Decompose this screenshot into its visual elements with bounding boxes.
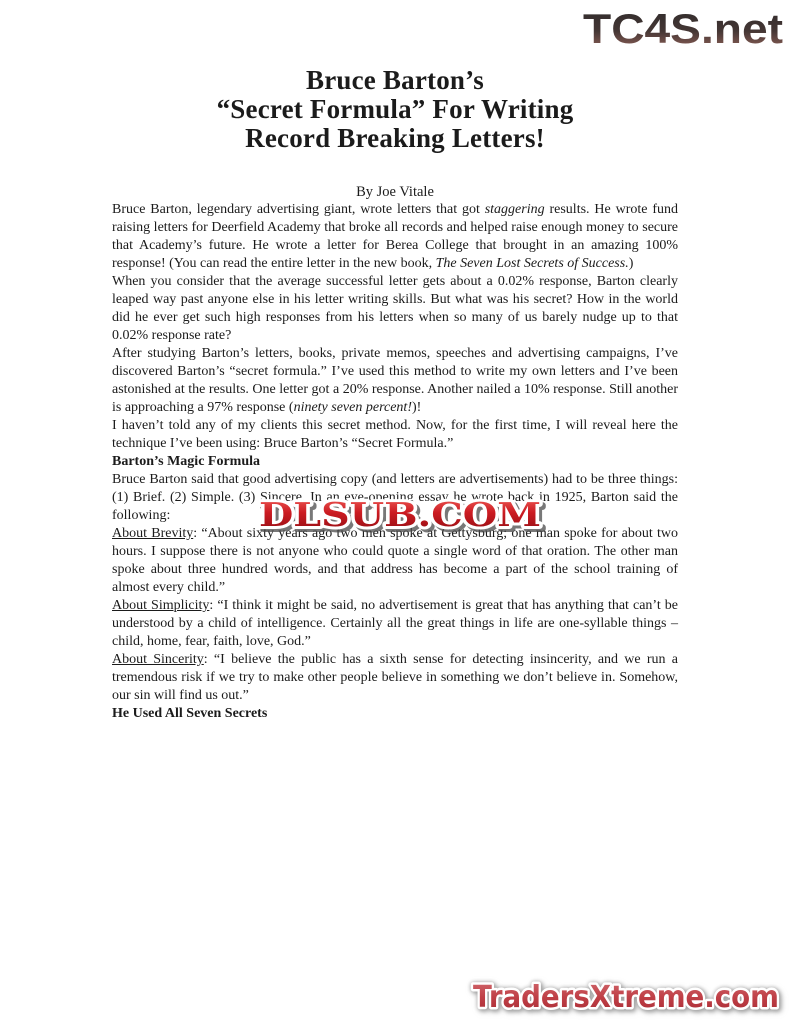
dlsub-watermark-logo <box>249 490 551 543</box>
byline: By Joe Vitale <box>356 184 434 200</box>
dlsub-logo-graphic <box>249 490 551 538</box>
section-heading-magic-formula: Barton’s Magic Formula <box>112 454 261 469</box>
tradersxtreme-logo-graphic <box>464 976 788 1020</box>
title-line-3: Record Breaking Letters! <box>245 123 545 153</box>
section-heading-seven-secrets: He Used All Seven Secrets <box>112 706 268 721</box>
document-body <box>112 0 678 723</box>
paragraph-barton-intro: Bruce Barton, legendary advertising giant, wrote letters that got staggering results. He wrote fund raising letters for Deerfield Academy that broke all records and helped raise enough money to secure that Academy’s future. He wrote a letter for Berea College that brought in an amazing 100% response! (You can read the entire letter in the new book, The Seven Lost Secrets of Success.) <box>112 202 678 271</box>
paragraph-about-brevity: About Brevity: “About sixty years ago two men spoke at Gettysburg; one man spoke for about two hours. I suppose there is not anyone who could quote a single word of that oration. The other man spoke about three hundred words, and that address has become a part of the school training of almost every child.” <box>112 526 678 595</box>
paragraph-reveal: I haven’t told any of my clients this secret method. Now, for the first time, I will reveal here the technique I’ve been using: Bruce Barton’s “Secret Formula.” <box>112 418 678 451</box>
tradersxtreme-watermark-text: TradersXtreme.com <box>473 980 779 1015</box>
document-title <box>112 66 678 153</box>
title-line-2: “Secret Formula” For Writing <box>216 94 574 124</box>
paragraph-three-things: Bruce Barton said that good advertising copy (and letters are advertisements) had to be three things: (1) Brief. (2) Simple. (3) Sincere. In an eye-opening essay he wrote back in 1925, Barton said the following: <box>112 472 678 523</box>
dlsub-watermark-text: DLSUB.COM <box>259 495 541 534</box>
title-line-1: Bruce Barton’s <box>305 65 485 95</box>
tc4s-watermark-text: TC4S.net <box>583 5 784 52</box>
tradersxtreme-watermark-logo <box>464 976 788 1024</box>
paragraph-about-sincerity: About Sincerity: “I believe the public has a sixth sense for detecting insincerity, and we run a tremendous risk if we try to make other people believe in something we don’t believe in. Somehow, our sin will find us out.” <box>112 652 678 703</box>
paragraph-about-simplicity: About Simplicity: “I think it might be said, no advertisement is great that has anything that can’t be understood by a child of intelligence. Certainly all the great things in life are one-syllable things – child, home, fear, faith, love, God.” <box>112 598 679 649</box>
paragraph-response-comparison: When you consider that the average successful letter gets about a 0.02% response, Barton clearly leaped way past anyone else in his letter writing skills. But what was his secret? How in the world did he ever get such high responses from his letters when so many of us barely nudge up to that 0.02% response rate? <box>112 274 678 343</box>
paragraph-secret-formula-discovery: After studying Barton’s letters, books, private memos, speeches and advertising campaigns, I’ve discovered Barton’s “secret formula.” I’ve used this method to write my own letters and I’ve been astonished at the results. One letter got a 20% response. Another nailed a 10% response. Still another is approaching a 97% response (ninety seven percent!)! <box>112 346 678 415</box>
